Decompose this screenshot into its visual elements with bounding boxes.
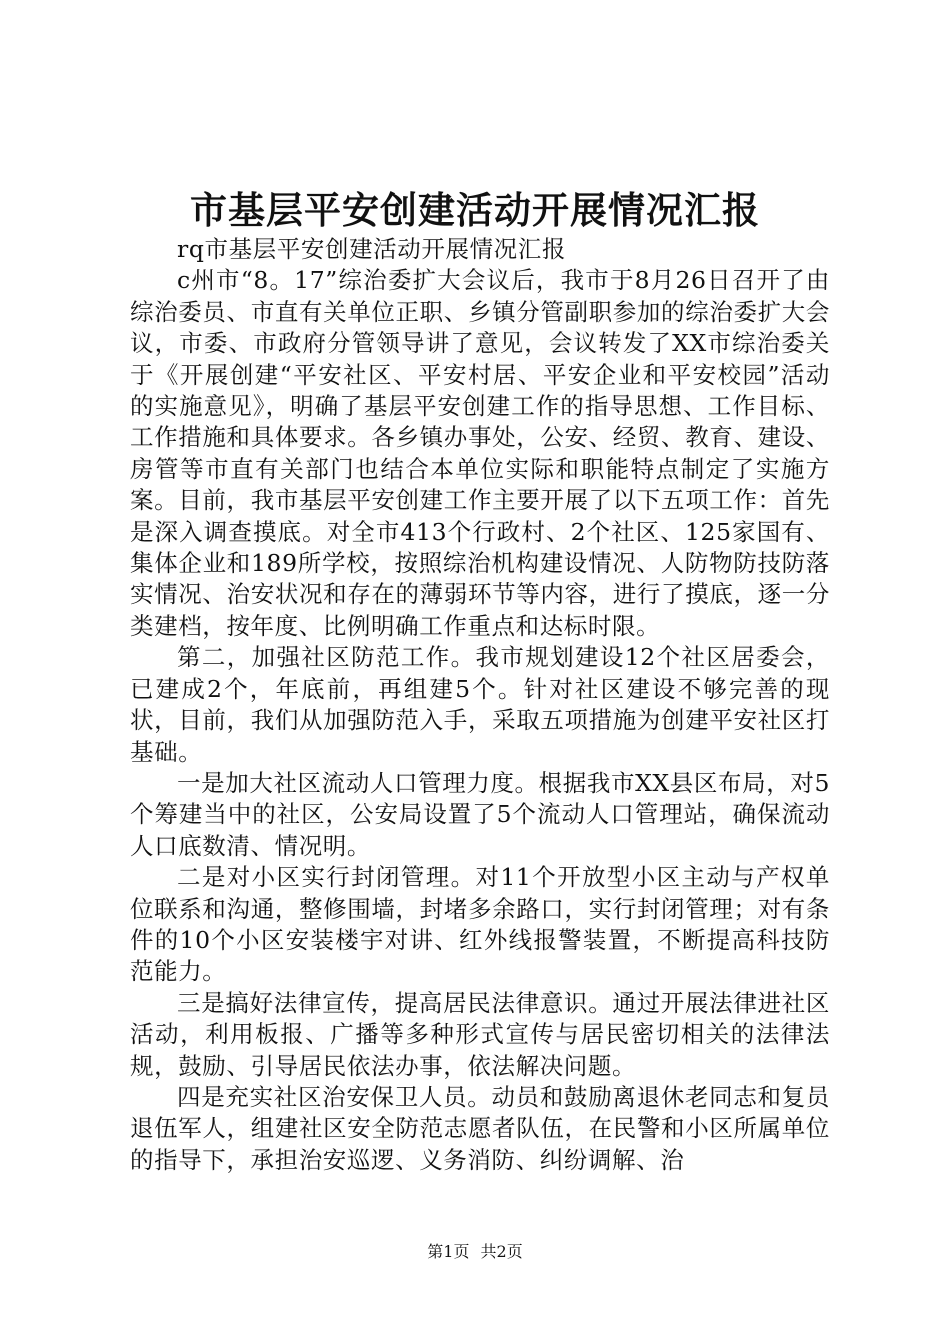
page-number: 第1页 bbox=[427, 1242, 470, 1261]
page-footer bbox=[0, 1241, 950, 1263]
page-count: 共2页 bbox=[480, 1242, 523, 1261]
paragraph: 三是搞好法律宣传，提高居民法律意识。通过开展法律进社区活动，利用板报、广播等多种形式宣传与居民密切相关的法律法规，鼓励、引导居民依法办事，依法解决问题。 bbox=[130, 988, 830, 1080]
page-title: 市基层平安创建活动开展情况汇报 bbox=[190, 188, 760, 232]
paragraph: 一是加大社区流动人口管理力度。根据我市XX县区布局，对5个筹建当中的社区，公安局设置了5个流动人口管理站，确保流动人口底数清、情况明。 bbox=[130, 768, 830, 860]
paragraph: c州市“8。17”综治委扩大会议后，我市于8月26日召开了由综治委员、市直有关单位正职、乡镇分管副职参加的综治委扩大会议，市委、市政府分管领导讲了意见，会议转发了XX市综治委关于《开展创建“平安社区、平安村居、平安企业和平安校园”活动的实施意见》，明确了基层平安创建工作的指导思想、工作目标、工作措施和具体要求。各乡镇办事处，公安、经贸、教育、建设、房管等市直有关部门也结合本单位实际和职能特点制定了实施方案。目前，我市基层平安创建工作主要开展了以下五项工作：首先是深入调查摸底。对全市413个行政村、2个社区、125家国有、集体企业和189所学校，按照综治机构建设情况、人防物防技防落实情况、治安状况和存在的薄弱环节等内容，进行了摸底，逐一分类建档，按年度、比例明确工作重点和达标时限。 bbox=[130, 266, 830, 640]
paragraph: 四是充实社区治安保卫人员。动员和鼓励离退休老同志和复员退伍军人，组建社区安全防范志愿者队伍，在民警和小区所属单位的指导下，承担治安巡逻、义务消防、纠纷调解、治 bbox=[130, 1082, 830, 1174]
document-body bbox=[130, 234, 830, 1176]
paragraph: 二是对小区实行封闭管理。对11个开放型小区主动与产权单位联系和沟通，整修围墙，封堵多余路口，实行封闭管理；对有条件的10个小区安装楼宇对讲、红外线报警装置，不断提高科技防范能力。 bbox=[130, 863, 830, 986]
paragraph: 第二，加强社区防范工作。我市规划建设12个社区居委会，已建成2个，年底前，再组建5个。针对社区建设不够完善的现状，目前，我们从加强防范入手，采取五项措施为创建平安社区打基础。 bbox=[130, 643, 830, 766]
paragraph-subtitle: rq市基层平安创建活动开展情况汇报 bbox=[177, 235, 566, 263]
